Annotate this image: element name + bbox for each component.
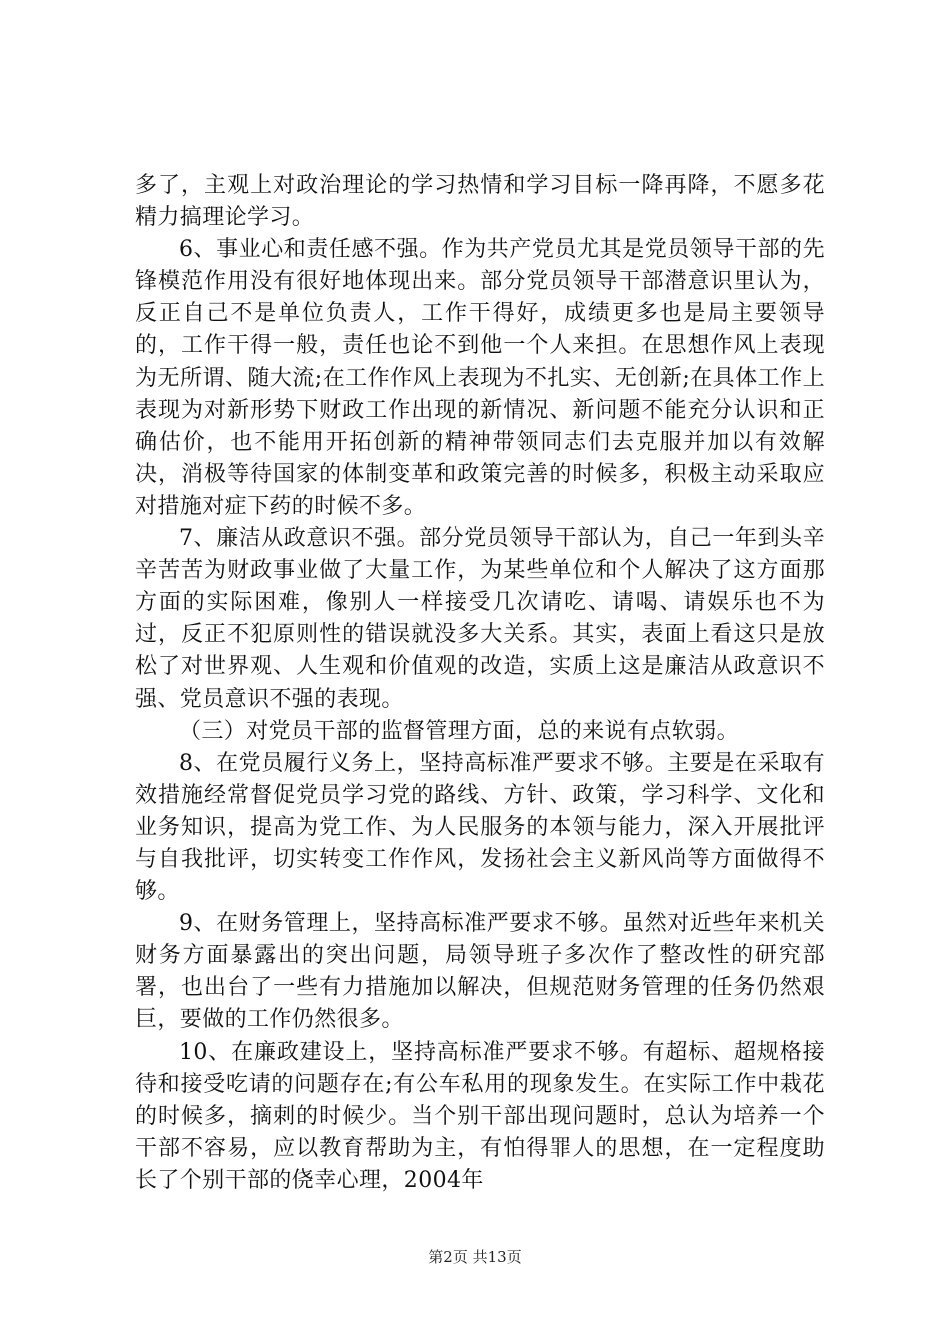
paragraph-item-7: 7、廉洁从政意识不强。部分党员领导干部认为，自己一年到头辛辛苦苦为财政事业做了大量工作，为某些单位和个人解决了这方面那方面的实际困难，像别人一样接受几次请吃、请喝、请娱乐也不为过，反正不犯原则性的错误就没多大关系。其实，表面上看这只是放松了对世界观、人生观和价值观的改造，实质上这是廉洁从政意识不强、党员意识不强的表现。 [135,526,825,712]
section-heading-3: （三）对党员干部的监督管理方面，总的来说有点软弱。 [179,718,740,744]
paragraph-continuation: 多了，主观上对政治理论的学习热情和学习目标一降再降，不愿多花精力搞理论学习。 [135,173,825,231]
document-body [135,170,825,1197]
paragraph-item-9: 9、在财务管理上，坚持高标准严要求不够。虽然对近些年来机关财务方面暴露出的突出问题，局领导班子多次作了整改性的研究部署，也出台了一些有力措施加以解决，但规范财务管理的任务仍然艰巨，要做的工作仍然很多。 [135,911,825,1033]
paragraph-item-10: 10、在廉政建设上，坚持高标准严要求不够。有超标、超规格接待和接受吃请的问题存在;有公车私用的现象发生。在实际工作中栽花的时候多，摘刺的时候少。当个别干部出现问题时，总认为培养一个干部不容易，应以教育帮助为主，有怕得罪人的思想，在一定程度助长了个别干部的侥幸心理，2004年 [135,1039,825,1193]
paragraph-item-6: 6、事业心和责任感不强。作为共产党员尤其是党员领导干部的先锋模范作用没有很好地体现出来。部分党员领导干部潜意识里认为，反正自己不是单位负责人，工作干得好，成绩更多也是局主要领导的，工作干得一般，责任也论不到他一个人来担。在思想作风上表现为无所谓、随大流;在工作作风上表现为不扎实、无创新;在具体工作上表现为对新形势下财政工作出现的新情况、新问题不能充分认识和正确估价，也不能用开拓创新的精神带领同志们去克服并加以有效解决，消极等待国家的体制变革和政策完善的时候多，积极主动采取应对措施对症下药的时候不多。 [135,237,825,519]
page-number-footer: 第2页 共13页 [428,1248,522,1266]
paragraph-item-8: 8、在党员履行义务上，坚持高标准严要求不够。主要是在采取有效措施经常督促党员学习党的路线、方针、政策，学习科学、文化和业务知识，提高为党工作、为人民服务的本领与能力，深入开展批评与自我批评，切实转变工作作风，发扬社会主义新风尚等方面做得不够。 [135,750,825,905]
